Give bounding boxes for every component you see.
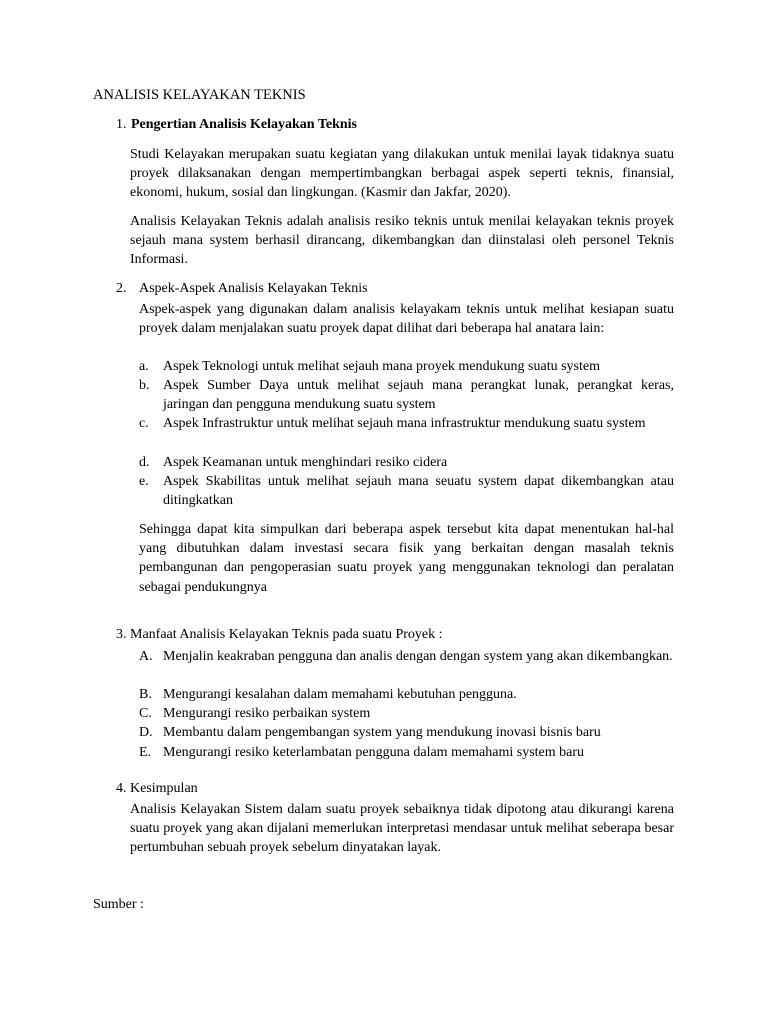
list-item [139, 743, 674, 762]
section-2-heading: Aspek-Aspek Analisis Kelayakan Teknis [139, 281, 368, 296]
section-1-paragraph-1: Studi Kelayakan merupakan suatu kegiatan yang dilakukan untuk menilai layak tidaknya suatu proyek dilaksanakan dengan mempertimbangkan berbagai aspek seperti teknis, finansial, ekonomi, hukum, sosial dan lingkungan. (Kasmir dan Jakfar, 2020). [130, 147, 674, 201]
list-item [139, 472, 674, 510]
list-item-text: Aspek Skabilitas untuk melihat sejauh mana seuatu system dapat dikembangkan atau ditingkatkan [163, 474, 674, 509]
list-item-text: Mengurangi resiko keterlambatan pengguna dalam memahami system baru [163, 745, 585, 760]
list-marker: d. [139, 455, 150, 470]
list-item-text: Aspek Infrastruktur untuk melihat sejauh mana infrastruktur mendukung suatu system [163, 416, 646, 431]
list-marker: A. [139, 649, 153, 664]
list-item [139, 723, 674, 742]
list-marker: e. [139, 474, 149, 489]
list-item-text: Aspek Sumber Daya untuk melihat sejauh mana perangkat lunak, perangkat keras, jaringan dan pengguna mendukung suatu system [163, 378, 674, 413]
list-item [139, 357, 674, 376]
list-item-text: Aspek Keamanan untuk menghindari resiko cidera [163, 455, 448, 470]
section-2-number: 2. [116, 281, 127, 296]
list-item [139, 453, 674, 472]
list-marker: D. [139, 725, 153, 740]
list-item-text: Mengurangi kesalahan dalam memahami kebutuhan pengguna. [163, 687, 517, 702]
section-1-number: 1. [116, 117, 127, 132]
section-1-heading: Pengertian Analisis Kelayakan Teknis [131, 117, 357, 132]
section-3-heading: Manfaat Analisis Kelayakan Teknis pada suatu Proyek : [130, 627, 443, 642]
list-item [139, 704, 674, 723]
source-label: Sumber : [93, 897, 144, 912]
list-marker: c. [139, 416, 149, 431]
list-item-text: Aspek Teknologi untuk melihat sejauh mana proyek mendukung suatu system [163, 359, 600, 374]
list-marker: a. [139, 359, 149, 374]
section-1-paragraph-2: Analisis Kelayakan Teknis adalah analisis resiko teknis untuk menilai kelayakan teknis proyek sejauh mana system berhasil dirancang, dikembangkan dan diinstalasi oleh personel Teknis Informasi. [130, 214, 674, 268]
list-marker: C. [139, 706, 152, 721]
section-4-number: 4. [116, 781, 127, 796]
section-2-intro: Aspek-aspek yang digunakan dalam analisis kelayakam teknis untuk melihat kesiapan suatu proyek dalam menjalakan suatu proyek dapat dilihat dari beberapa hal anatara lain: [139, 302, 674, 337]
section-2-conclusion: Sehingga dapat kita simpulkan dari beberapa aspek tersebut kita dapat menentukan hal-hal yang dibutuhkan dalam investasi secara fisik yang berkaitan dengan masalah teknis pembangunan dan pengoperasian suatu proyek yang menggunakan teknologi dan peralatan sebagai pendukungnya [139, 522, 674, 595]
list-marker: B. [139, 687, 152, 702]
list-item [139, 647, 674, 666]
list-item-text: Menjalin keakraban pengguna dan analis dengan dengan system yang akan dikembangkan. [163, 649, 673, 664]
document-title: ANALISIS KELAYAKAN TEKNIS [93, 87, 306, 103]
list-marker: b. [139, 378, 150, 393]
section-3-number: 3. [116, 627, 127, 642]
section-4-paragraph: Analisis Kelayakan Sistem dalam suatu proyek sebaiknya tidak dipotong atau dikurangi karena suatu proyek yang akan dijalani memerlukan interpretasi mendasar untuk melihat seberapa besar pertumbuhan sebuah proyek sebelum dinyatakan layak. [130, 802, 674, 856]
list-item-text: Mengurangi resiko perbaikan system [163, 706, 371, 721]
list-item [139, 685, 674, 704]
list-marker: E. [139, 745, 152, 760]
section-4-heading: Kesimpulan [130, 781, 198, 796]
list-item [139, 376, 674, 414]
list-item [139, 414, 674, 433]
list-item-text: Membantu dalam pengembangan system yang mendukung inovasi bisnis baru [163, 725, 601, 740]
